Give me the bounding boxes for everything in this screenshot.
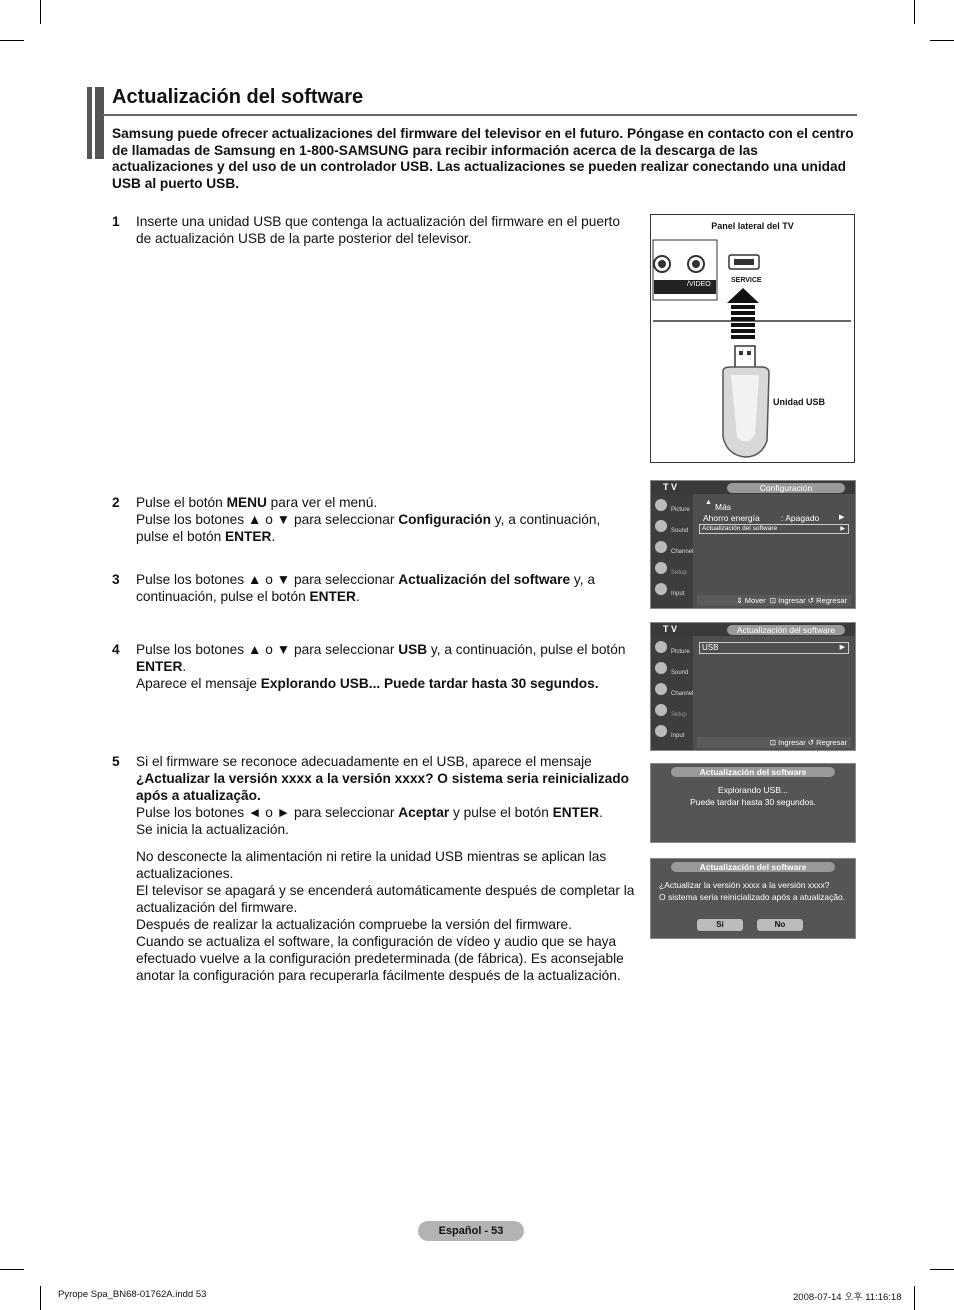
tv-label: T V — [663, 482, 678, 492]
sidebar-item-sound: Sound — [655, 519, 693, 539]
dialog-header: Actualización del software — [671, 862, 835, 872]
menu-header: Configuración — [727, 483, 845, 493]
footer-filename: Pyrope Spa_BN68-01762A.indd 53 — [58, 1289, 207, 1300]
crop-mark — [40, 1286, 41, 1310]
channel-icon — [655, 683, 667, 695]
sound-icon — [655, 662, 667, 674]
dialog-line: Explorando USB... — [718, 785, 788, 795]
dialog-line: Puede tardar hasta 30 segundos. — [690, 797, 816, 807]
yes-button[interactable]: Sí — [697, 919, 743, 931]
input-icon — [655, 725, 667, 737]
menu-sidebar — [651, 494, 693, 608]
sidebar-item-input: Input — [655, 724, 693, 744]
sound-icon — [655, 520, 667, 532]
crop-mark — [0, 40, 24, 41]
scanning-dialog — [650, 763, 856, 843]
step-number: 3 — [112, 572, 120, 587]
menu-more: Más — [715, 502, 732, 512]
tv-menu-software-update — [650, 622, 856, 751]
step-text: Si el firmware se reconoce adecuadamente en el USB, aparece el mensaje — [136, 754, 592, 769]
step-text: Aparece el mensaje Explorando USB... Puede tardar hasta 30 segundos. — [136, 676, 599, 691]
step-text: Pulse los botones ▲ o ▼ para seleccionar USB y, a continuación, pulse el botón ENTER. — [136, 642, 626, 674]
dialog-line: ¿Actualizar la versión xxxx a la versión xxxx? — [659, 880, 830, 890]
menu-item-selected: Actualización del software ▶ — [699, 524, 849, 534]
page-number-badge: Español - 53 — [418, 1221, 524, 1241]
figure-caption: Panel lateral del TV — [711, 221, 794, 231]
sidebar-item-picture: Picture — [655, 640, 693, 660]
menu-footer: ⊡ Ingresar ↺ Regresar — [697, 737, 851, 748]
step-text: Se inicia la actualización. — [136, 822, 289, 837]
picture-icon — [655, 499, 667, 511]
menu-footer: ⇕ Mover ⊡ Ingresar ↺ Regresar — [697, 595, 851, 606]
step-number: 5 — [112, 754, 120, 769]
sidebar-item-input: Input — [655, 582, 693, 602]
up-arrow-icon: ▲ — [705, 499, 712, 506]
footer-timestamp: 2008-07-14 오후 11:16:18 — [793, 1292, 902, 1303]
sidebar-item-picture: Picture — [655, 498, 693, 518]
sidebar-item-setup: Setup — [655, 561, 693, 581]
menu-sidebar — [651, 636, 693, 750]
tv-panel-illustration — [651, 215, 854, 462]
tv-side-panel-figure — [650, 214, 855, 463]
menu-item-label: Ahorro energía — [703, 513, 760, 523]
sidebar-item-channel: Channel — [655, 682, 693, 702]
step-text: Pulse los botones ◄ o ► para seleccionar Aceptar y pulse el botón ENTER. — [136, 805, 603, 820]
crop-mark — [0, 1269, 24, 1270]
menu-item-selected: USB ▶ — [699, 642, 849, 654]
step-number: 1 — [112, 214, 120, 229]
step-note: El televisor se apagará y se encenderá automáticamente después de completar la actualización del firmware. — [136, 883, 635, 915]
crop-mark — [914, 0, 915, 24]
step-text: Pulse los botones ▲ o ▼ para seleccionar Actualización del software y, a continuación, pulse el botón ENTER. — [136, 572, 595, 604]
menu-header: Actualización del software — [727, 625, 845, 635]
tv-menu-setup — [650, 480, 856, 609]
video-label: /VIDEO — [687, 281, 711, 288]
service-label: SERVICE — [731, 277, 762, 284]
crop-mark — [914, 1286, 915, 1310]
channel-icon — [655, 541, 667, 553]
crop-mark — [930, 40, 954, 41]
page-title: Actualización del software — [112, 86, 364, 108]
step-number: 4 — [112, 642, 120, 657]
step-message: ¿Actualizar la versión xxxx a la versión xxxx? O sistema seria reinicializado após a atualização. — [136, 771, 629, 803]
step-text: Pulse el botón MENU para ver el menú. — [136, 495, 378, 510]
right-arrow-icon: ▶ — [839, 644, 845, 651]
sidebar-item-sound: Sound — [655, 661, 693, 681]
usb-drive-label: Unidad USB — [773, 397, 826, 407]
menu-item-value: : Apagado — [781, 513, 820, 523]
right-arrow-icon: ▶ — [840, 526, 845, 532]
input-icon — [655, 583, 667, 595]
dialog-line: O sistema seria reinicializado após a atualização. — [659, 892, 846, 902]
setup-icon — [655, 704, 667, 716]
confirm-update-dialog — [650, 858, 856, 939]
crop-mark — [40, 0, 41, 24]
step-note: No desconecte la alimentación ni retire la unidad USB mientras se aplican las actualizaciones. — [136, 849, 607, 881]
right-arrow-icon: ▶ — [839, 514, 845, 521]
intro-text: Samsung puede ofrecer actualizaciones del firmware del televisor en el futuro. Póngase en contacto con el centro de llamadas de Samsung en 1-800-SAMSUNG para recibir información acerca de la descarga de las actualizaciones y del uso de un controlador USB. Las actualizaciones se pueden realizar conectando una unidad USB al puerto USB. — [112, 126, 854, 191]
step-number: 2 — [112, 495, 120, 510]
crop-mark — [930, 1269, 954, 1270]
sidebar-item-channel: Channel — [655, 540, 693, 560]
step-text: Pulse los botones ▲ o ▼ para seleccionar Configuración y, a continuación, pulse el botón ENTER. — [136, 512, 601, 544]
setup-icon — [655, 562, 667, 574]
no-button[interactable]: No — [757, 919, 803, 931]
sidebar-item-setup: Setup — [655, 703, 693, 723]
title-rule — [103, 114, 857, 116]
step-note: Cuando se actualiza el software, la configuración de vídeo y audio que se haya efectuado vuelve a la configuración predeterminada (de fábrica). Es aconsejable anotar la configuración para recuperarla fácilmente después de la actualización. — [136, 934, 624, 983]
tv-label: T V — [663, 624, 678, 634]
dialog-header: Actualización del software — [671, 767, 835, 777]
step-text: Inserte una unidad USB que contenga la actualización del firmware en el puerto de actualización USB de la parte posterior del televisor. — [136, 214, 620, 246]
step-note: Después de realizar la actualización compruebe la versión del firmware. — [136, 917, 572, 932]
picture-icon — [655, 641, 667, 653]
